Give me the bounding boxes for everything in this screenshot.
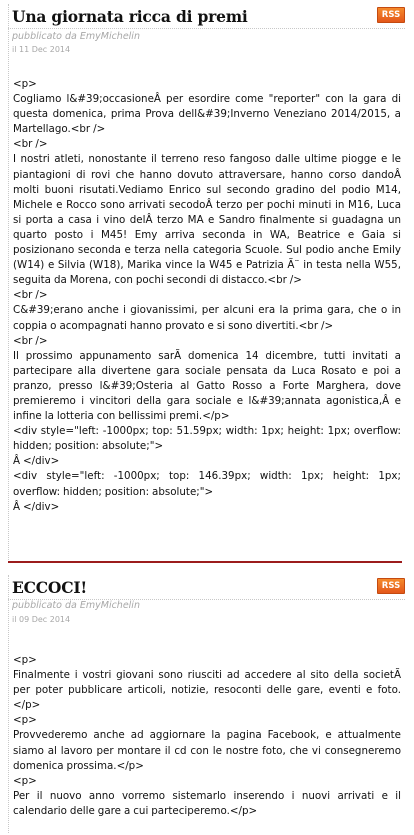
post-article bbox=[8, 575, 405, 833]
rss-feed-button[interactable]: RSS bbox=[377, 7, 405, 23]
post-separator bbox=[8, 561, 402, 563]
body-paragraph: <div style="left: -1000px; top: 146.39px; width: 1px; height: 1px; overflow: hidden; position: absolute;"> bbox=[13, 470, 401, 498]
body-paragraph: <div style="left: -1000px; top: 51.59px; width: 1px; height: 1px; overflow: hidden; position: absolute;"> bbox=[13, 425, 401, 453]
body-paragraph: C&#39;erano anche i giovanissimi, per alcuni era la prima gara, che o in coppia o acompagnati hanno provato e si sono divertiti.<br /> bbox=[13, 304, 401, 332]
body-paragraph: Finalmente i vostri giovani sono riusciti ad accedere al sito della societÃ per poter pubblicare articoli, notizie, resoconti delle gare, eventi e foto.</p> bbox=[13, 669, 401, 712]
post-author: pubblicato da EmyMichelin bbox=[12, 600, 140, 611]
body-line: Â </div> bbox=[13, 500, 60, 513]
post-body bbox=[13, 653, 401, 819]
body-line: <p> bbox=[13, 714, 37, 727]
body-line: <br /> bbox=[13, 334, 48, 347]
body-paragraph: Provvederemo anche ad aggiornare la pagina Facebook, e attualmente siamo al lavoro per montare il cd con le nostre foto, che vi consegneremo domenica prossima.</p> bbox=[13, 729, 401, 772]
rss-feed-button[interactable]: RSS bbox=[377, 578, 405, 594]
post-date: il 11 Dec 2014 bbox=[12, 45, 71, 54]
body-paragraph: Cogliamo l&#39;occasioneÂ per esordire come "reporter" con la gara di questa domenica, prima Prova dell&#39;Inverno Veneziano 2014/2015, a Martellago.<br /> bbox=[13, 93, 401, 136]
body-line: <p> bbox=[13, 78, 37, 90]
post-title[interactable]: Una giornata ricca di premi bbox=[12, 7, 248, 26]
post-body bbox=[13, 77, 401, 515]
body-paragraph: Il prossimo appunamento sarÃ domenica 14 dicembre, tutti invitati a partecipare alla divertene gara sociale pensata da Luca Rosato e poi a pranzo, presso l&#39;Osteria al Gatto Rosso a Forte Marghera, dove premieremo i vincitori della gara sociale e l&#39;annata agonistica,Â e infine la lotteria con bellissimi premi.</p> bbox=[13, 349, 401, 423]
body-paragraph: I nostri atleti, nonostante il terreno reso fangoso dalle ultime piogge e le piantagioni di rovi che hanno dovuto attraversare, hanno corso dandoÂ molti buoni risutati.Vediamo Enrico sul secondo gradino del podio M14, Michele e Rocco sono arrivati secodoÂ terzo per pochi minuti in M16, Luca si porta a casa i vino delÂ terzo MA e Sandro finalmente si guadagna un quarto posto i M45! Emy arriva seconda in WA, Beatrice e Gaia si posizionano seconda e terza nella categoria Scuole. Sul podio anche Emily (W14) e Silvia (W18), Marika vince la W45 e Patrizia Ã¨ in testa nella W55, seguita da Morena, con pochi secondi di distacco.<br /> bbox=[13, 153, 401, 287]
post-date: il 09 Dec 2014 bbox=[12, 615, 71, 624]
body-line: <p> bbox=[13, 774, 37, 787]
body-line: <br /> bbox=[13, 289, 48, 302]
body-line: <p> bbox=[13, 654, 37, 666]
body-paragraph: Per il nuovo anno vorremo sistemarlo inserendo i nuovi arrivati e il calendario delle gare a cui parteciperemo.</p> bbox=[13, 789, 401, 817]
post-header bbox=[8, 4, 405, 29]
body-line: Â </div> bbox=[13, 455, 60, 468]
post-title[interactable]: ECCOCI! bbox=[12, 578, 87, 597]
post-header bbox=[8, 575, 405, 600]
post-article bbox=[8, 4, 405, 560]
body-line: <br /> bbox=[13, 138, 48, 151]
post-author: pubblicato da EmyMichelin bbox=[12, 31, 140, 42]
